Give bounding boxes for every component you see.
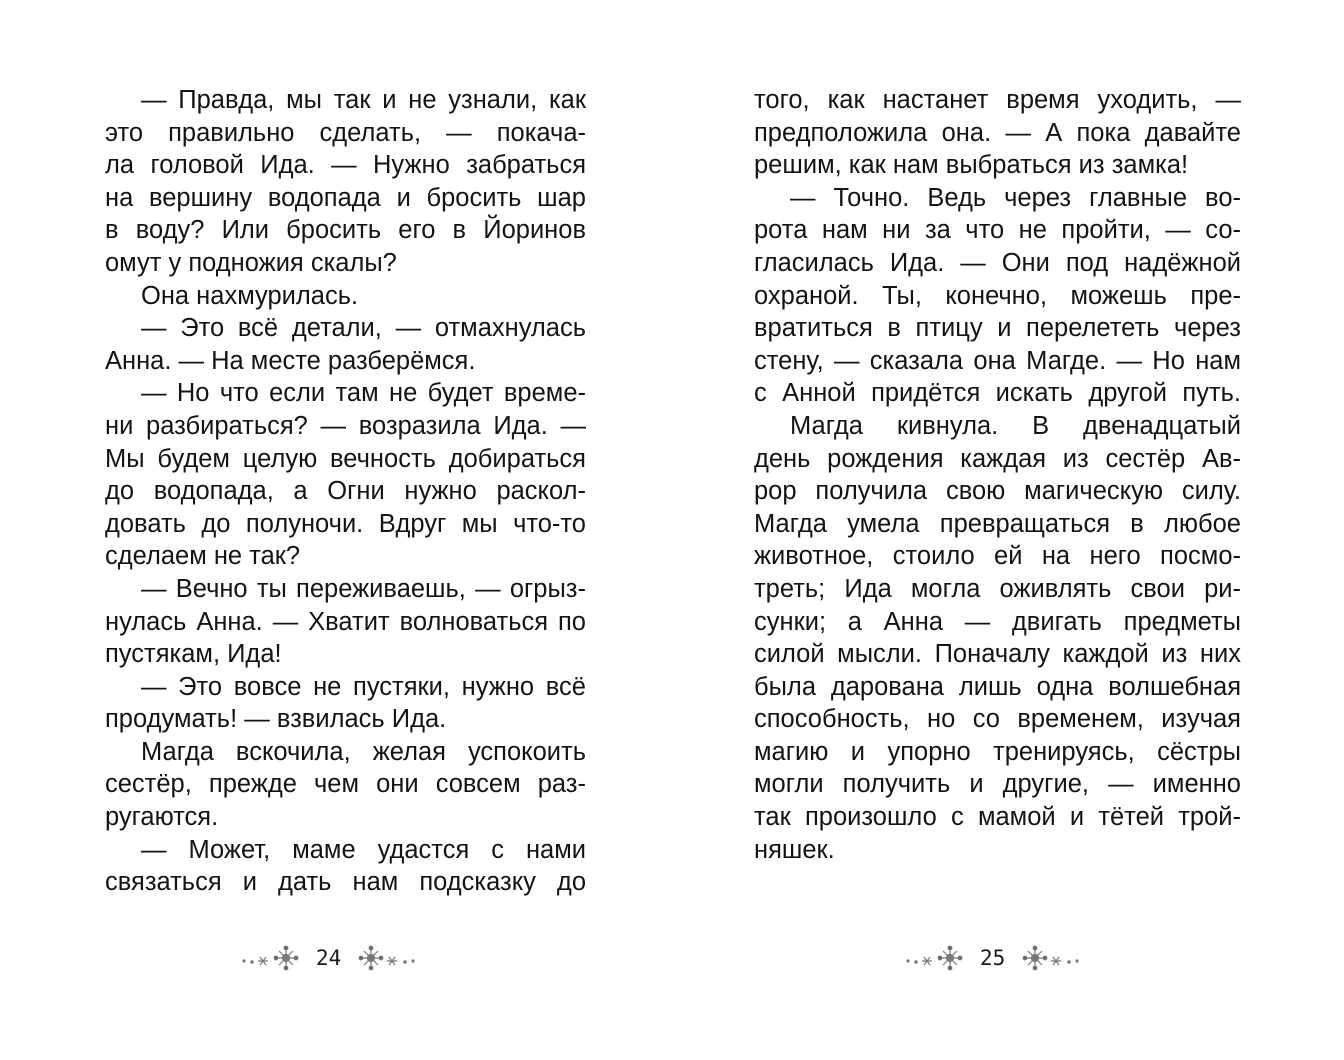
page-number: 24 [316, 946, 342, 970]
text-line: нулась Анна. — Хватит волноваться по [105, 607, 586, 636]
text-line: Магда умела превращаться в любое [754, 509, 1241, 538]
text-line: няшек. [754, 835, 835, 864]
text-line: была дарована лишь одна волшебная [754, 672, 1241, 701]
text-line: рота нам ни за что не пройти, — со- [754, 216, 1241, 245]
text-line: — Но что если там не будет време- [141, 379, 586, 408]
text-line: Она нахмурилась. [141, 281, 359, 310]
text-line: так произошло с мамой и тётей трой- [754, 803, 1241, 832]
text-line: способность, но со временем, изучая [754, 705, 1241, 734]
text-line: Магда вскочила, желая успокоить [141, 737, 586, 766]
right-page [672, 0, 1344, 1060]
text-line: связаться и дать нам подсказку до [105, 868, 586, 897]
text-line: ла головой Ида. — Нужно забраться [105, 151, 586, 180]
text-line: до водопада, а Огни нужно раскол- [105, 477, 586, 506]
text-line: омут у подножия скалы? [105, 248, 397, 277]
text-line: день рождения каждая из сестёр Ав- [754, 444, 1241, 473]
snowflake-ornament-icon [238, 943, 300, 973]
snowflake-ornament-icon [1021, 943, 1083, 973]
text-line: ругаются. [105, 803, 219, 832]
text-line: сделаем не так? [105, 542, 301, 571]
right-page-footer [902, 940, 1083, 976]
right-page-text [754, 84, 1241, 866]
text-line: довать до полуночи. Вдруг мы что-то [105, 509, 586, 538]
text-line: могли получить и другие, — именно [754, 770, 1241, 799]
text-line: решим, как нам выбраться из замка! [754, 151, 1189, 180]
text-line: треть; Ида могла оживлять свои ри- [754, 574, 1241, 603]
text-line: магию и упорно тренируясь, сёстры [754, 737, 1241, 766]
text-line: предположила она. — А пока давайте [754, 118, 1241, 147]
text-line: с Анной придётся искать другой путь. [754, 379, 1241, 408]
snowflake-ornament-icon [357, 943, 419, 973]
text-line: ни разбираться? — возразила Ида. — [105, 411, 586, 440]
text-line: — Это вовсе не пустяки, нужно всё [141, 672, 586, 701]
text-line: сунки; а Анна — двигать предметы [754, 607, 1241, 636]
left-page-text [105, 84, 586, 899]
text-line: сестёр, прежде чем они совсем раз- [105, 770, 586, 799]
text-line: охраной. Ты, конечно, можешь пре- [754, 281, 1241, 310]
text-line: — Может, маме удастся с нами [141, 835, 586, 864]
text-line: — Это всё детали, — отмахнулась [141, 314, 586, 343]
text-line: — Вечно ты переживаешь, — огрыз- [141, 574, 586, 603]
page-number: 25 [980, 946, 1006, 970]
text-line: животное, стоило ей на него посмо- [754, 542, 1241, 571]
snowflake-ornament-icon [902, 943, 964, 973]
text-line: на вершину водопада и бросить шар [105, 183, 586, 212]
text-line: в воду? Или бросить его в Йоринов [105, 216, 586, 245]
text-line: Анна. — На месте разберёмся. [105, 346, 476, 375]
text-line: — Правда, мы так и не узнали, как [141, 86, 586, 114]
text-line: — Точно. Ведь через главные во- [790, 183, 1241, 212]
text-line: это правильно сделать, — покача- [105, 118, 586, 147]
left-page-footer [238, 940, 419, 976]
text-line: гласилась Ида. — Они под надёжной [754, 248, 1241, 277]
text-line: продумать! — взвилась Ида. [105, 705, 447, 734]
text-line: силой мысли. Поначалу каждой из них [754, 640, 1241, 669]
text-line: Магда кивнула. В двенадцатый [790, 411, 1241, 440]
text-line: пустякам, Ида! [105, 640, 282, 669]
text-line: того, как настанет время уходить, — [754, 86, 1241, 114]
text-line: стену, — сказала она Магде. — Но нам [754, 346, 1241, 375]
text-line: вратиться в птицу и перелететь через [754, 314, 1241, 343]
text-line: рор получила свою магическую силу. [754, 477, 1241, 506]
text-line: Мы будем целую вечность добираться [105, 444, 586, 473]
